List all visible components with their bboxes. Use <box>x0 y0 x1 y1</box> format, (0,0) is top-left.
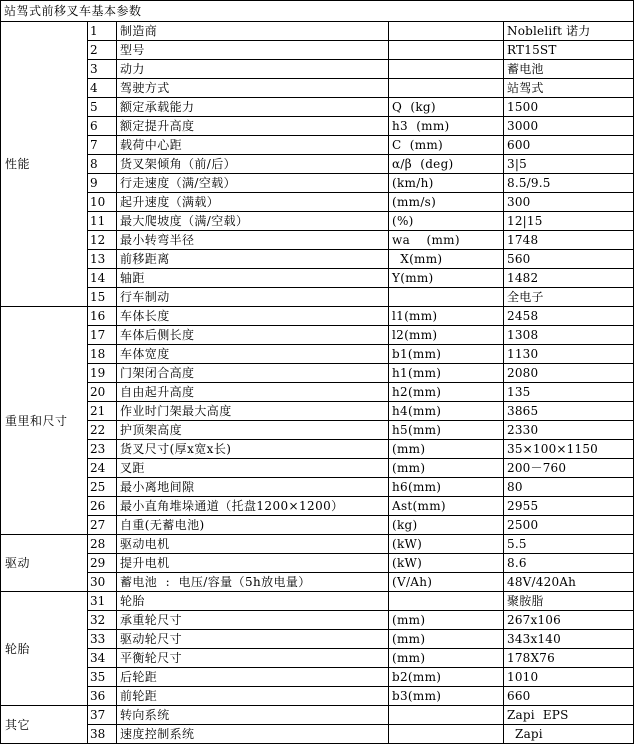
param-name: 后轮距 <box>117 668 389 687</box>
param-value: 12|15 <box>504 212 634 231</box>
param-value: 2500 <box>504 516 634 535</box>
spec-row <box>1 687 634 706</box>
param-unit: b1(mm) <box>389 345 504 364</box>
param-name: 自由起升高度 <box>117 383 389 402</box>
param-unit: C (mm) <box>389 136 504 155</box>
param-name: 最小离地间隙 <box>117 478 389 497</box>
row-number: 20 <box>88 383 117 402</box>
group-label: 轮胎 <box>1 592 88 706</box>
spec-row <box>1 554 634 573</box>
param-unit: h5(mm) <box>389 421 504 440</box>
spec-row <box>1 136 634 155</box>
param-name: 叉距 <box>117 459 389 478</box>
param-value: RT15ST <box>504 41 634 60</box>
param-name: 起升速度（满载） <box>117 193 389 212</box>
param-value: 660 <box>504 687 634 706</box>
row-number: 34 <box>88 649 117 668</box>
spec-row <box>1 250 634 269</box>
param-unit: (mm) <box>389 611 504 630</box>
param-name: 车体后侧长度 <box>117 326 389 345</box>
row-number: 8 <box>88 155 117 174</box>
param-value: 560 <box>504 250 634 269</box>
spec-row <box>1 155 634 174</box>
param-name: 提升电机 <box>117 554 389 573</box>
row-number: 6 <box>88 117 117 136</box>
param-name: 驱动电机 <box>117 535 389 554</box>
param-value: 3000 <box>504 117 634 136</box>
row-number: 38 <box>88 725 117 744</box>
param-name: 门架闭合高度 <box>117 364 389 383</box>
param-name: 自重(无蓄电池) <box>117 516 389 535</box>
param-value: 178X76 <box>504 649 634 668</box>
param-unit: b3(mm) <box>389 687 504 706</box>
param-value: 站驾式 <box>504 79 634 98</box>
spec-row <box>1 478 634 497</box>
spec-row <box>1 22 634 41</box>
spec-row <box>1 193 634 212</box>
param-name: 轴距 <box>117 269 389 288</box>
param-value: 300 <box>504 193 634 212</box>
param-value: 1482 <box>504 269 634 288</box>
param-unit: l1(mm) <box>389 307 504 326</box>
param-name: 最小转弯半径 <box>117 231 389 250</box>
spec-row <box>1 649 634 668</box>
param-unit: (mm) <box>389 630 504 649</box>
param-name: 行走速度（满/空载） <box>117 174 389 193</box>
param-name: 额定承载能力 <box>117 98 389 117</box>
param-name: 转向系统 <box>117 706 389 725</box>
param-unit: h2(mm) <box>389 383 504 402</box>
row-number: 12 <box>88 231 117 250</box>
spec-row <box>1 41 634 60</box>
row-number: 9 <box>88 174 117 193</box>
param-value: 343x140 <box>504 630 634 649</box>
row-number: 28 <box>88 535 117 554</box>
param-unit: wa (mm) <box>389 231 504 250</box>
param-value: 80 <box>504 478 634 497</box>
spec-row <box>1 535 634 554</box>
param-value: 1308 <box>504 326 634 345</box>
row-number: 33 <box>88 630 117 649</box>
param-name: 前移距离 <box>117 250 389 269</box>
param-value: 全电子 <box>504 288 634 307</box>
spec-row <box>1 706 634 725</box>
param-name: 额定提升高度 <box>117 117 389 136</box>
row-number: 2 <box>88 41 117 60</box>
spec-row <box>1 269 634 288</box>
spec-row <box>1 60 634 79</box>
param-unit: h3 (mm) <box>389 117 504 136</box>
param-name: 前轮距 <box>117 687 389 706</box>
row-number: 21 <box>88 402 117 421</box>
row-number: 19 <box>88 364 117 383</box>
param-name: 行车制动 <box>117 288 389 307</box>
row-number: 30 <box>88 573 117 592</box>
row-number: 27 <box>88 516 117 535</box>
row-number: 26 <box>88 497 117 516</box>
spec-row <box>1 630 634 649</box>
spec-row <box>1 573 634 592</box>
param-value: 2955 <box>504 497 634 516</box>
row-number: 7 <box>88 136 117 155</box>
param-unit: (kW) <box>389 535 504 554</box>
param-unit: (kg) <box>389 516 504 535</box>
param-value: 267x106 <box>504 611 634 630</box>
param-unit: Q (kg) <box>389 98 504 117</box>
param-value: 1010 <box>504 668 634 687</box>
param-unit <box>389 41 504 60</box>
param-value: 2080 <box>504 364 634 383</box>
param-value: 8.6 <box>504 554 634 573</box>
param-unit: h1(mm) <box>389 364 504 383</box>
param-unit: (km/h) <box>389 174 504 193</box>
spec-table-body <box>1 1 634 744</box>
sheet-title: 站驾式前移叉车基本参数 <box>1 1 634 22</box>
spec-row <box>1 725 634 744</box>
row-number: 3 <box>88 60 117 79</box>
param-name: 平衡轮尺寸 <box>117 649 389 668</box>
param-value: 8.5/9.5 <box>504 174 634 193</box>
param-name: 货叉尺寸(厚x宽x长) <box>117 440 389 459</box>
param-value: 600 <box>504 136 634 155</box>
spec-row <box>1 592 634 611</box>
spec-row <box>1 345 634 364</box>
spec-row <box>1 516 634 535</box>
param-unit: (kW) <box>389 554 504 573</box>
param-value: 3|5 <box>504 155 634 174</box>
param-unit: (V/Ah) <box>389 573 504 592</box>
row-number: 4 <box>88 79 117 98</box>
param-value: 2458 <box>504 307 634 326</box>
spec-row <box>1 402 634 421</box>
spec-row <box>1 459 634 478</box>
param-value: Zapi <box>504 725 634 744</box>
row-number: 25 <box>88 478 117 497</box>
param-name: 动力 <box>117 60 389 79</box>
param-unit: Ast(mm) <box>389 497 504 516</box>
spec-row <box>1 307 634 326</box>
param-unit: Y(mm) <box>389 269 504 288</box>
param-value: 5.5 <box>504 535 634 554</box>
spec-row <box>1 231 634 250</box>
param-unit <box>389 592 504 611</box>
param-value: 135 <box>504 383 634 402</box>
param-unit <box>389 22 504 41</box>
group-label: 重里和尺寸 <box>1 307 88 535</box>
param-unit: (mm) <box>389 440 504 459</box>
param-unit <box>389 706 504 725</box>
row-number: 29 <box>88 554 117 573</box>
param-unit: b2(mm) <box>389 668 504 687</box>
param-value: Noblelift 诺力 <box>504 22 634 41</box>
param-value: 聚胺脂 <box>504 592 634 611</box>
param-name: 载荷中心距 <box>117 136 389 155</box>
param-unit: (mm) <box>389 649 504 668</box>
row-number: 22 <box>88 421 117 440</box>
param-name: 最小直角堆垛通道（托盘1200×1200） <box>117 497 389 516</box>
param-unit: h6(mm) <box>389 478 504 497</box>
param-value: Zapi EPS <box>504 706 634 725</box>
param-name: 轮胎 <box>117 592 389 611</box>
param-unit: h4(mm) <box>389 402 504 421</box>
row-number: 11 <box>88 212 117 231</box>
row-number: 16 <box>88 307 117 326</box>
param-name: 车体长度 <box>117 307 389 326</box>
spec-row <box>1 668 634 687</box>
row-number: 17 <box>88 326 117 345</box>
row-number: 13 <box>88 250 117 269</box>
spec-row <box>1 440 634 459</box>
param-unit <box>389 288 504 307</box>
spec-row <box>1 174 634 193</box>
param-name: 护顶架高度 <box>117 421 389 440</box>
param-unit: X(mm) <box>389 250 504 269</box>
spec-row <box>1 364 634 383</box>
param-name: 蓄电池 : 电压/容量（5h放电量） <box>117 573 389 592</box>
row-number: 35 <box>88 668 117 687</box>
row-number: 18 <box>88 345 117 364</box>
param-unit <box>389 725 504 744</box>
spec-row <box>1 288 634 307</box>
spec-row <box>1 421 634 440</box>
row-number: 37 <box>88 706 117 725</box>
param-name: 货叉架倾角（前/后） <box>117 155 389 174</box>
param-name: 驱动轮尺寸 <box>117 630 389 649</box>
param-unit <box>389 79 504 98</box>
group-label: 驱动 <box>1 535 88 592</box>
param-value: 1748 <box>504 231 634 250</box>
group-label: 其它 <box>1 706 88 744</box>
param-unit: l2(mm) <box>389 326 504 345</box>
param-value: 3865 <box>504 402 634 421</box>
spec-row <box>1 611 634 630</box>
row-number: 32 <box>88 611 117 630</box>
param-name: 车体宽度 <box>117 345 389 364</box>
row-number: 15 <box>88 288 117 307</box>
param-name: 速度控制系统 <box>117 725 389 744</box>
row-number: 5 <box>88 98 117 117</box>
row-number: 24 <box>88 459 117 478</box>
param-value: 蓄电池 <box>504 60 634 79</box>
param-name: 最大爬坡度（满/空载） <box>117 212 389 231</box>
param-value: 1130 <box>504 345 634 364</box>
param-name: 制造商 <box>117 22 389 41</box>
row-number: 23 <box>88 440 117 459</box>
spec-row <box>1 98 634 117</box>
param-unit: (%) <box>389 212 504 231</box>
param-unit: (mm/s) <box>389 193 504 212</box>
spec-row <box>1 79 634 98</box>
row-number: 10 <box>88 193 117 212</box>
group-label: 性能 <box>1 22 88 307</box>
row-number: 36 <box>88 687 117 706</box>
spec-row <box>1 117 634 136</box>
param-name: 作业时门架最大高度 <box>117 402 389 421</box>
param-unit: α/β (deg) <box>389 155 504 174</box>
spec-row <box>1 326 634 345</box>
spec-row <box>1 497 634 516</box>
title-row <box>1 1 634 22</box>
param-unit: (mm) <box>389 459 504 478</box>
param-name: 驾驶方式 <box>117 79 389 98</box>
row-number: 14 <box>88 269 117 288</box>
param-value: 48V/420Ah <box>504 573 634 592</box>
param-value: 1500 <box>504 98 634 117</box>
row-number: 31 <box>88 592 117 611</box>
row-number: 1 <box>88 22 117 41</box>
param-name: 型号 <box>117 41 389 60</box>
spec-row <box>1 212 634 231</box>
param-value: 2330 <box>504 421 634 440</box>
param-unit <box>389 60 504 79</box>
param-value: 200－760 <box>504 459 634 478</box>
param-name: 承重轮尺寸 <box>117 611 389 630</box>
spec-row <box>1 383 634 402</box>
param-value: 35×100×1150 <box>504 440 634 459</box>
